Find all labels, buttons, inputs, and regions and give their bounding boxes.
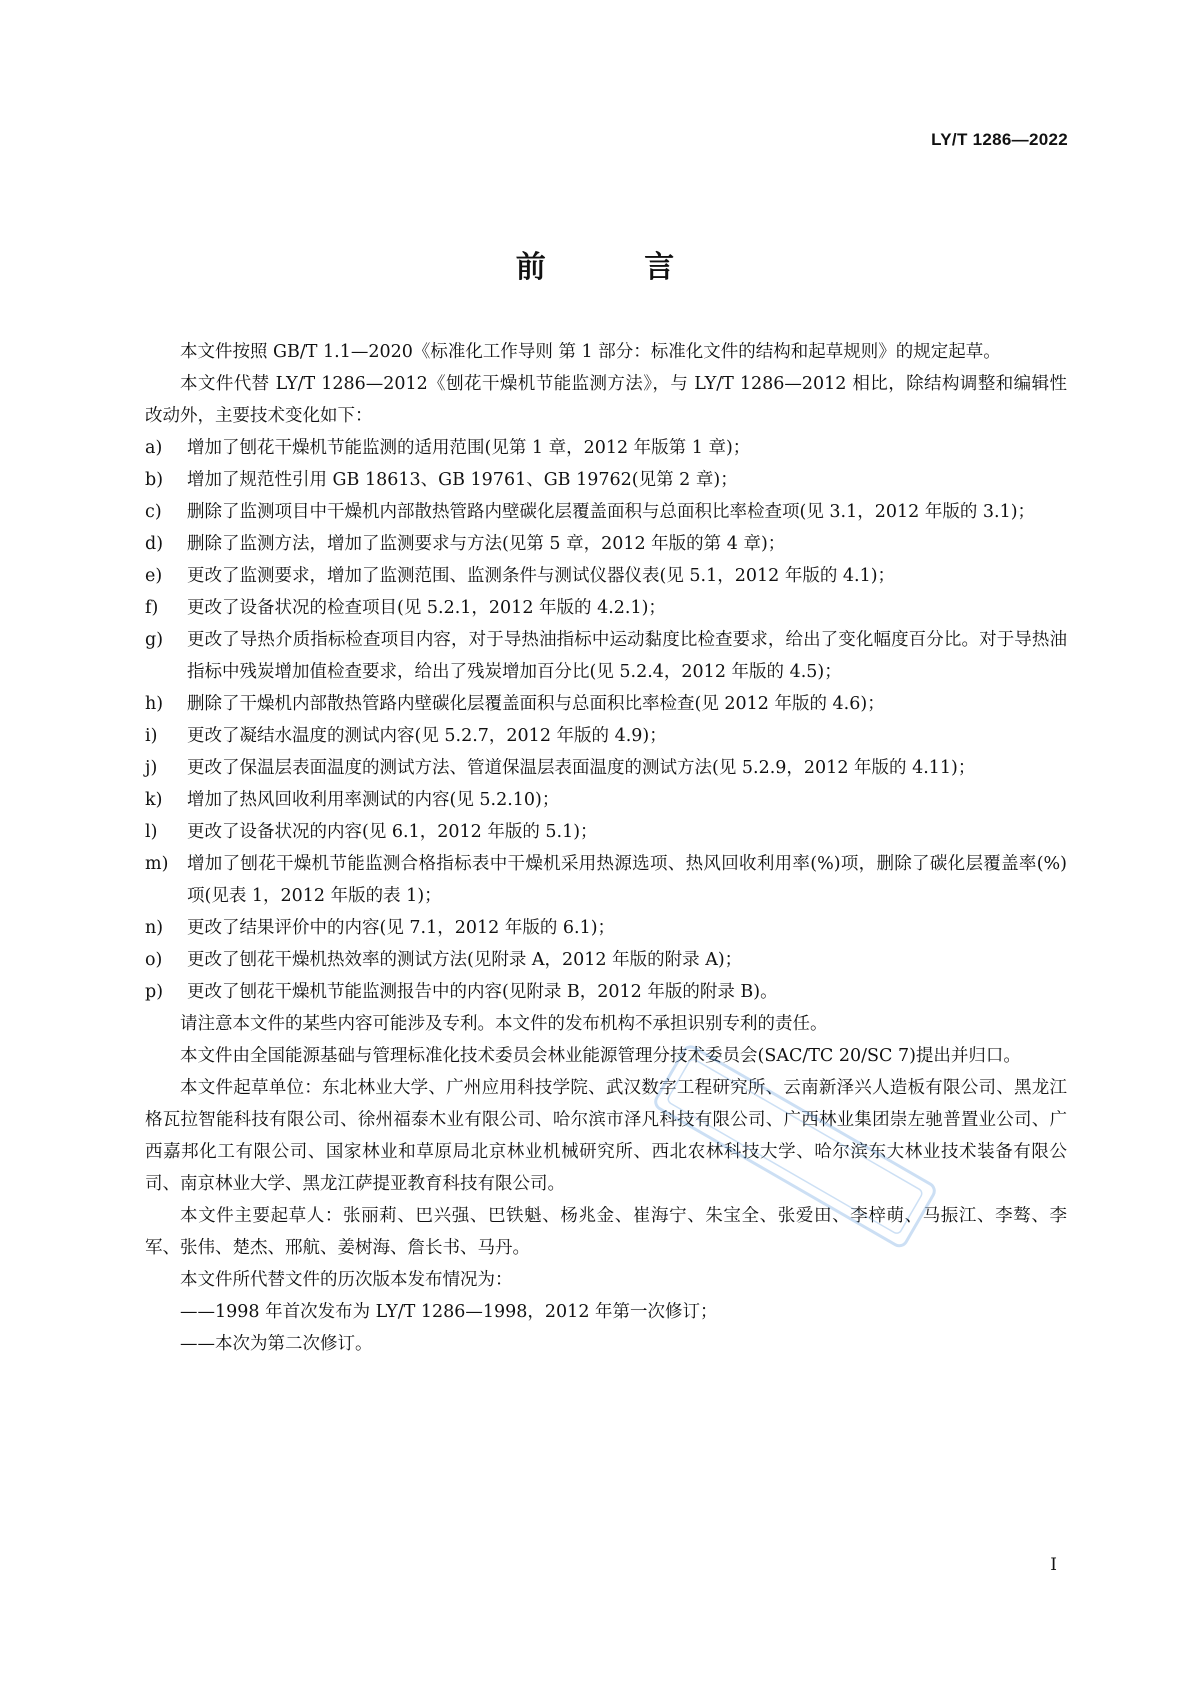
- change-label: f ): [145, 592, 185, 624]
- change-item: [145, 432, 1067, 464]
- change-label: a ): [145, 432, 185, 464]
- drafting-units: 本文件起草单位：东北林业大学、广州应用科技学院、武汉数字工程研究所、云南新泽兴人造板有限公司、黑龙江格瓦拉智能科技有限公司、徐州福泰木业有限公司、哈尔滨市泽凡科技有限公司、广西林业集团崇左驰普置业公司、广西嘉邦化工有限公司、国家林业和草原局北京林业机械研究所、西北农林科技大学、哈尔滨东大林业技术装备有限公司、南京林业大学、黑龙江萨提亚教育科技有限公司。: [145, 1078, 1067, 1194]
- change-item: [145, 944, 1067, 976]
- change-text: 更改了凝结水温度的测试内容(见 5.2.7，2012 年版的 4.9)；: [187, 726, 667, 746]
- change-item: [145, 784, 1067, 816]
- change-text: 增加了刨花干燥机节能监测的适用范围(见第 1 章，2012 年版第 1 章)；: [187, 438, 751, 458]
- change-label: h ): [145, 688, 185, 720]
- change-item: [145, 592, 1067, 624]
- change-text: 更改了导热介质指标检查项目内容，对于导热油指标中运动黏度比检查要求，给出了变化幅度百分比。对于导热油指标中残炭增加值检查要求，给出了残炭增加百分比(见 5.2.4，2012 年版的 4.5)；: [187, 630, 1067, 682]
- standard-code: LY/T 1286—2022: [931, 130, 1068, 149]
- change-item: [145, 464, 1067, 496]
- change-text: 删除了干燥机内部散热管路内壁碳化层覆盖面积与总面积比率检查(见 2012 年版的 4.6)；: [187, 694, 885, 714]
- change-item: [145, 560, 1067, 592]
- change-label: c ): [145, 496, 185, 528]
- proposer-paragraph: 本文件由全国能源基础与管理标准化技术委员会林业能源管理分技术委员会(SAC/TC 20/SC 7)提出并归口。: [180, 1046, 1021, 1066]
- change-label: j ): [145, 752, 185, 784]
- change-item: [145, 816, 1067, 848]
- intro-paragraph: 本文件代替 LY/T 1286—2012《刨花干燥机节能监测方法》，与 LY/T 1286—2012 相比，除结构调整和编辑性改动外，主要技术变化如下：: [145, 374, 1067, 426]
- change-item: [145, 912, 1067, 944]
- change-item: [145, 624, 1067, 688]
- change-label: i ): [145, 720, 185, 752]
- change-label: p ): [145, 976, 185, 1008]
- history-intro: 本文件所代替文件的历次版本发布情况为：: [180, 1270, 513, 1290]
- change-text: 删除了监测项目中干燥机内部散热管路内壁碳化层覆盖面积与总面积比率检查项(见 3.1，2012 年版的 3.1)；: [187, 502, 1036, 522]
- change-label: m ): [145, 848, 185, 880]
- change-label: e ): [145, 560, 185, 592]
- change-list: [145, 432, 1067, 1008]
- drafters: 本文件主要起草人：张丽莉、巴兴强、巴铁魁、杨兆金、崔海宁、朱宝全、张爱田、李梓萌、马振江、李骜、李军、张伟、楚杰、邢航、姜树海、詹长书、马丹。: [145, 1206, 1067, 1258]
- page-title: 前 言: [515, 250, 719, 286]
- page-number: I: [1050, 1555, 1057, 1575]
- intro-paragraph: 本文件按照 GB/T 1.1—2020《标准化工作导则 第 1 部分：标准化文件的结构和起草规则》的规定起草。: [180, 342, 1001, 362]
- change-item: [145, 720, 1067, 752]
- change-text: 更改了保温层表面温度的测试方法、管道保温层表面温度的测试方法(见 5.2.9，2012 年版的 4.11)；: [187, 758, 976, 778]
- change-text: 更改了刨花干燥机节能监测报告中的内容(见附录 B，2012 年版的附录 B)。: [187, 982, 778, 1002]
- change-label: n ): [145, 912, 185, 944]
- change-text: 更改了结果评价中的内容(见 7.1，2012 年版的 6.1)；: [187, 918, 616, 938]
- change-label: g ): [145, 624, 185, 656]
- change-item: [145, 752, 1067, 784]
- change-item: [145, 528, 1067, 560]
- change-text: 增加了刨花干燥机节能监测合格指标表中干燥机采用热源选项、热风回收利用率(%)项，删除了碳化层覆盖率(%)项(见表 1，2012 年版的表 1)；: [187, 854, 1067, 906]
- change-text: 更改了监测要求，增加了监测范围、监测条件与测试仪器仪表(见 5.1，2012 年版的 4.1)；: [187, 566, 896, 586]
- change-text: 删除了监测方法，增加了监测要求与方法(见第 5 章，2012 年版的第 4 章)；: [187, 534, 786, 554]
- patent-notice: 请注意本文件的某些内容可能涉及专利。本文件的发布机构不承担识别专利的责任。: [180, 1014, 828, 1034]
- history-item: ——1998 年首次发布为 LY/T 1286—1998，2012 年第一次修订；: [180, 1302, 718, 1322]
- document-body: [145, 336, 1067, 1360]
- change-item: [145, 848, 1067, 912]
- change-text: 更改了设备状况的检查项目(见 5.2.1，2012 年版的 4.2.1)；: [187, 598, 666, 618]
- change-label: k ): [145, 784, 185, 816]
- change-label: d ): [145, 528, 185, 560]
- change-item: [145, 496, 1067, 528]
- change-label: o ): [145, 944, 185, 976]
- change-item: [145, 688, 1067, 720]
- change-text: 增加了规范性引用 GB 18613、GB 19761、GB 19762(见第 2 章)；: [187, 470, 738, 490]
- change-text: 增加了热风回收利用率测试的内容(见 5.2.10)；: [187, 790, 560, 810]
- change-label: l ): [145, 816, 185, 848]
- change-text: 更改了设备状况的内容(见 6.1，2012 年版的 5.1)；: [187, 822, 598, 842]
- change-text: 更改了刨花干燥机热效率的测试方法(见附录 A，2012 年版的附录 A)；: [187, 950, 743, 970]
- change-label: b ): [145, 464, 185, 496]
- history-item: ——本次为第二次修订。: [180, 1334, 373, 1354]
- change-item: [145, 976, 1067, 1008]
